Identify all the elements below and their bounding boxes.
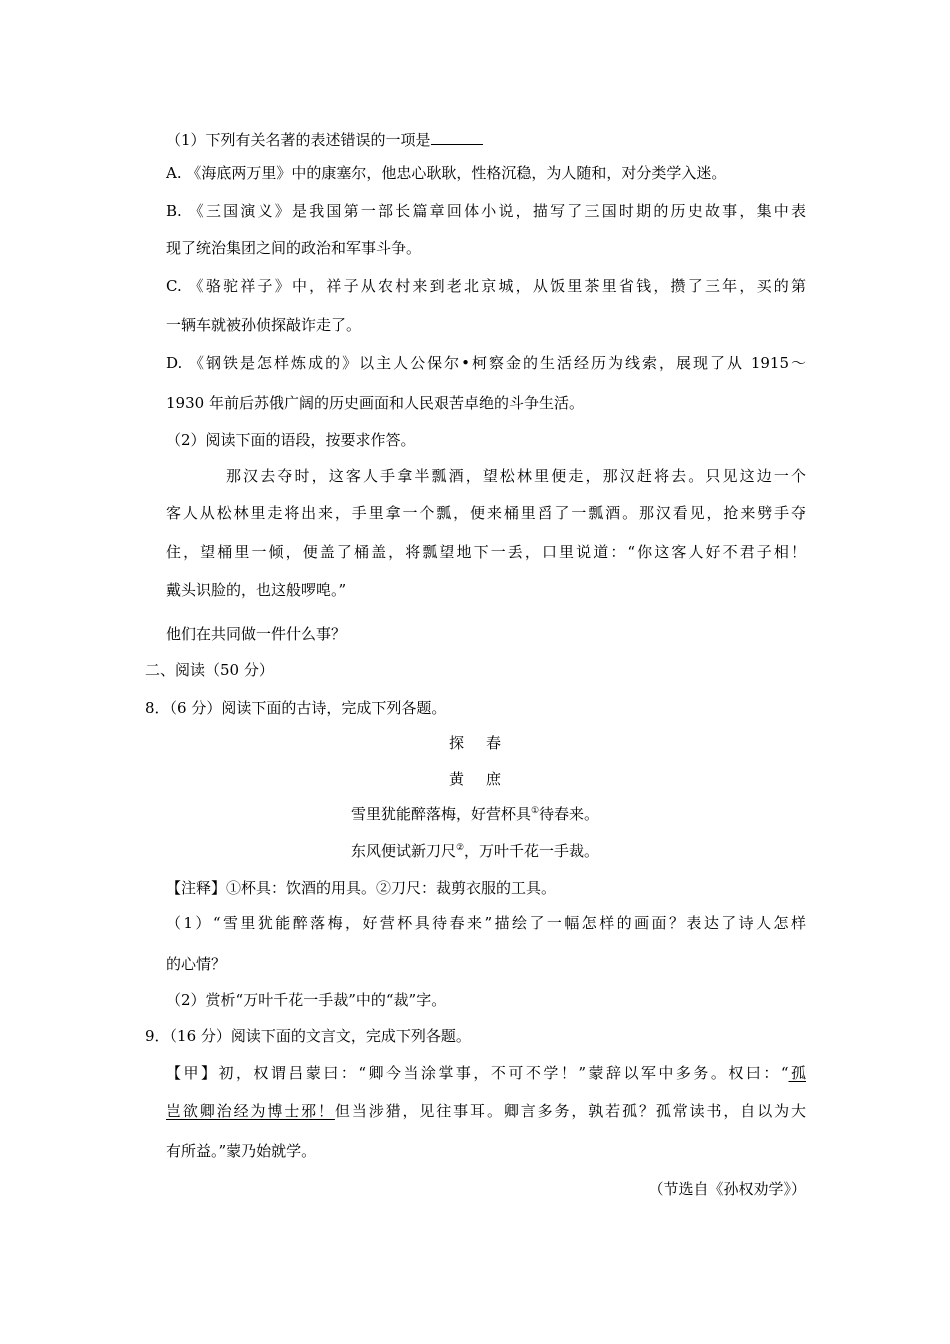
q9-jia-line3: 有所益。”蒙乃始就学。 [166,1142,317,1160]
q7-sub2-question: 他们在共同做一件什么事？ [166,625,347,643]
q7-option-b-line1: B. 《三国演义》是我国第一部长篇章回体小说，描写了三国时期的历史故事，集中表 [166,202,806,220]
passage-line-2: 客人从松林里走将出来，手里拿一个瓢，便来桶里舀了一瓢酒。那汉看见，抢来劈手夺 [166,504,806,522]
answer-blank[interactable] [431,129,483,145]
poem-notes: 【注释】①杯具：饮酒的用具。②刀尺：裁剪衣服的工具。 [166,879,557,897]
q7-option-d-line1: D. 《钢铁是怎样炼成的》以主人公保尔•柯察金的生活经历为线索，展现了从 1915～ [166,354,806,372]
q8-intro: 8．（6 分）阅读下面的古诗，完成下列各题。 [145,699,447,717]
q8-sub1-line1: （1）“雪里犹能醉落梅，好营杯具待春来”描绘了一幅怎样的画面？表达了诗人怎样 [166,914,806,932]
q9-source: （节选自《孙权劝学》） [648,1180,806,1198]
poem-author: 黄 庶 [448,770,502,788]
section-heading: 二、阅读（50 分） [145,661,274,679]
q7-option-c-line2: 一辆车就被孙侦探敲诈走了。 [166,316,362,334]
q7-option-b-line2: 现了统治集团之间的政治和军事斗争。 [166,239,422,257]
passage-line-1: 那汉去夺时，这客人手拿半瓢酒，望松林里便走，那汉赶将去。只见这边一个 [226,467,806,485]
q7-option-d-line2: 1930 年前后苏俄广阔的历史画面和人民艰苦卓绝的斗争生活。 [166,394,584,412]
poem-line-1: 雪里犹能醉落梅，好营杯具①待春来。 [350,805,600,823]
q7-option-c-line1: C. 《骆驼祥子》中，祥子从农村来到老北京城，从饭里茶里省钱，攒了三年，买的第 [166,277,806,295]
q8-sub1-line2: 的心情？ [166,955,227,973]
q9-jia-line2: 岂欲卿治经为博士邪！但当涉猎，见往事耳。卿言多务，孰若孤？孤常读书，自以为大 [166,1102,806,1120]
q7-option-a: A. 《海底两万里》中的康塞尔，他忠心耿耿，性格沉稳，为人随和，对分类学入迷。 [166,164,727,182]
footnote-marker: ① [530,806,540,816]
q8-sub2: （2）赏析“万叶千花一手裁”中的“裁”字。 [166,991,447,1009]
q7-sub2-prompt: （2）阅读下面的语段，按要求作答。 [166,431,416,449]
passage-line-3: 住，望桶里一倾，便盖了桶盖，将瓢望地下一丢，口里说道：“你这客人好不君子相！ [166,543,806,561]
q7-sub1-prompt: （1）下列有关名著的表述错误的一项是 [166,129,483,150]
footnote-marker: ② [455,843,465,853]
passage-line-4: 戴头识脸的，也这般啰唣。” [166,581,347,599]
poem-line-2: 东风便试新刀尺②，万叶千花一手裁。 [350,842,600,860]
q9-jia-line1: 【甲】初，权谓吕蒙曰：“卿今当涂掌事，不可不学！”蒙辞以军中多务。权曰：“孤 [166,1064,806,1082]
q9-intro: 9．（16 分）阅读下面的文言文，完成下列各题。 [145,1027,471,1045]
poem-title: 探 春 [448,734,502,752]
